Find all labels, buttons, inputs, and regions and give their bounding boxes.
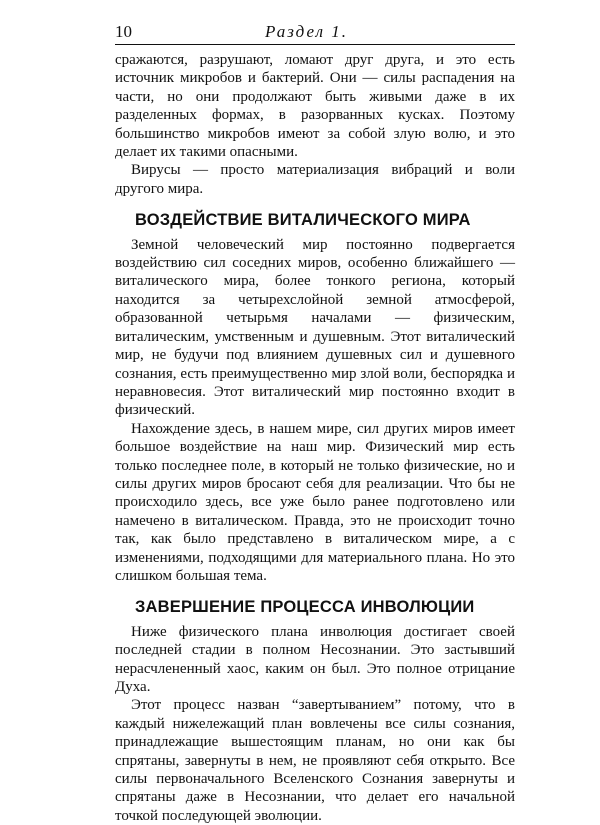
paragraph: Вирусы — просто материализация вибраций и воли другого мира.	[115, 162, 515, 197]
section-title: Раздел 1.	[265, 22, 348, 41]
page-body	[115, 45, 515, 825]
book-page	[115, 20, 515, 825]
running-header	[115, 20, 515, 45]
paragraph: Земной человеческий мир постоянно подвергается воздействию сил соседних миров, особенно ближайшего — виталического мира, более тонкого региона, который находится за четырехслойной земной атмосферой, образованной четырьмя началами — физическим, виталическим, умственным и душевным. Этот виталический мир, не будучи под влиянием душевных сил и душевного сознания, есть преимущественно мир злой воли, беспорядка и неравновесия. Этот виталический мир постоянно входит в физический.	[115, 236, 515, 419]
paragraph: Этот процесс назван “завертыванием” потому, что в каждый нижележащий план вовлечены все силы сознания, принадлежащие вышестоящим планам, но они как бы спрятаны, завернуты в нем, не проявляют себя открыто. Все силы первоначального Вселенского Сознания завернуты и спрятаны даже в Несознании, что делает его начальной точкой последующей эволюции.	[115, 697, 515, 824]
paragraph: Нахождение здесь, в нашем мире, сил других миров имеет большое воздействие на наш мир. Физический мир есть только последнее поле, в который не только физические, но и силы других миров бросают себя для реализации. Что бы не происходило здесь, все уже было ранее подготовлено или намечено в виталическом. Правда, это не происходит точно так, как было представлено в виталическом мире, а с изменениями, подходящими для материального плана. Но это слишком большая тема.	[115, 420, 515, 584]
paragraph: сражаются, разрушают, ломают друг друга, и это есть источник микробов и бактерий. Они — силы распадения на части, но они продолжают быть живыми даже в их разделенных формах, в разорванных кусках. Поэтому большинство микробов имеют за собой злую волю, и это делает их такими опасными.	[115, 52, 515, 161]
chapter-heading: ЗАВЕРШЕНИЕ ПРОЦЕССА ИНВОЛЮЦИИ	[135, 598, 475, 617]
chapter-heading: ВОЗДЕЙСТВИЕ ВИТАЛИЧЕСКОГО МИРА	[135, 211, 471, 230]
paragraph: Ниже физического плана инволюция достигает своей последней стадии в полном Несознании. Это застывший нерасчлененный хаос, каким он был. Это полное отрицание Духа.	[115, 623, 515, 695]
page-number: 10	[115, 22, 132, 41]
